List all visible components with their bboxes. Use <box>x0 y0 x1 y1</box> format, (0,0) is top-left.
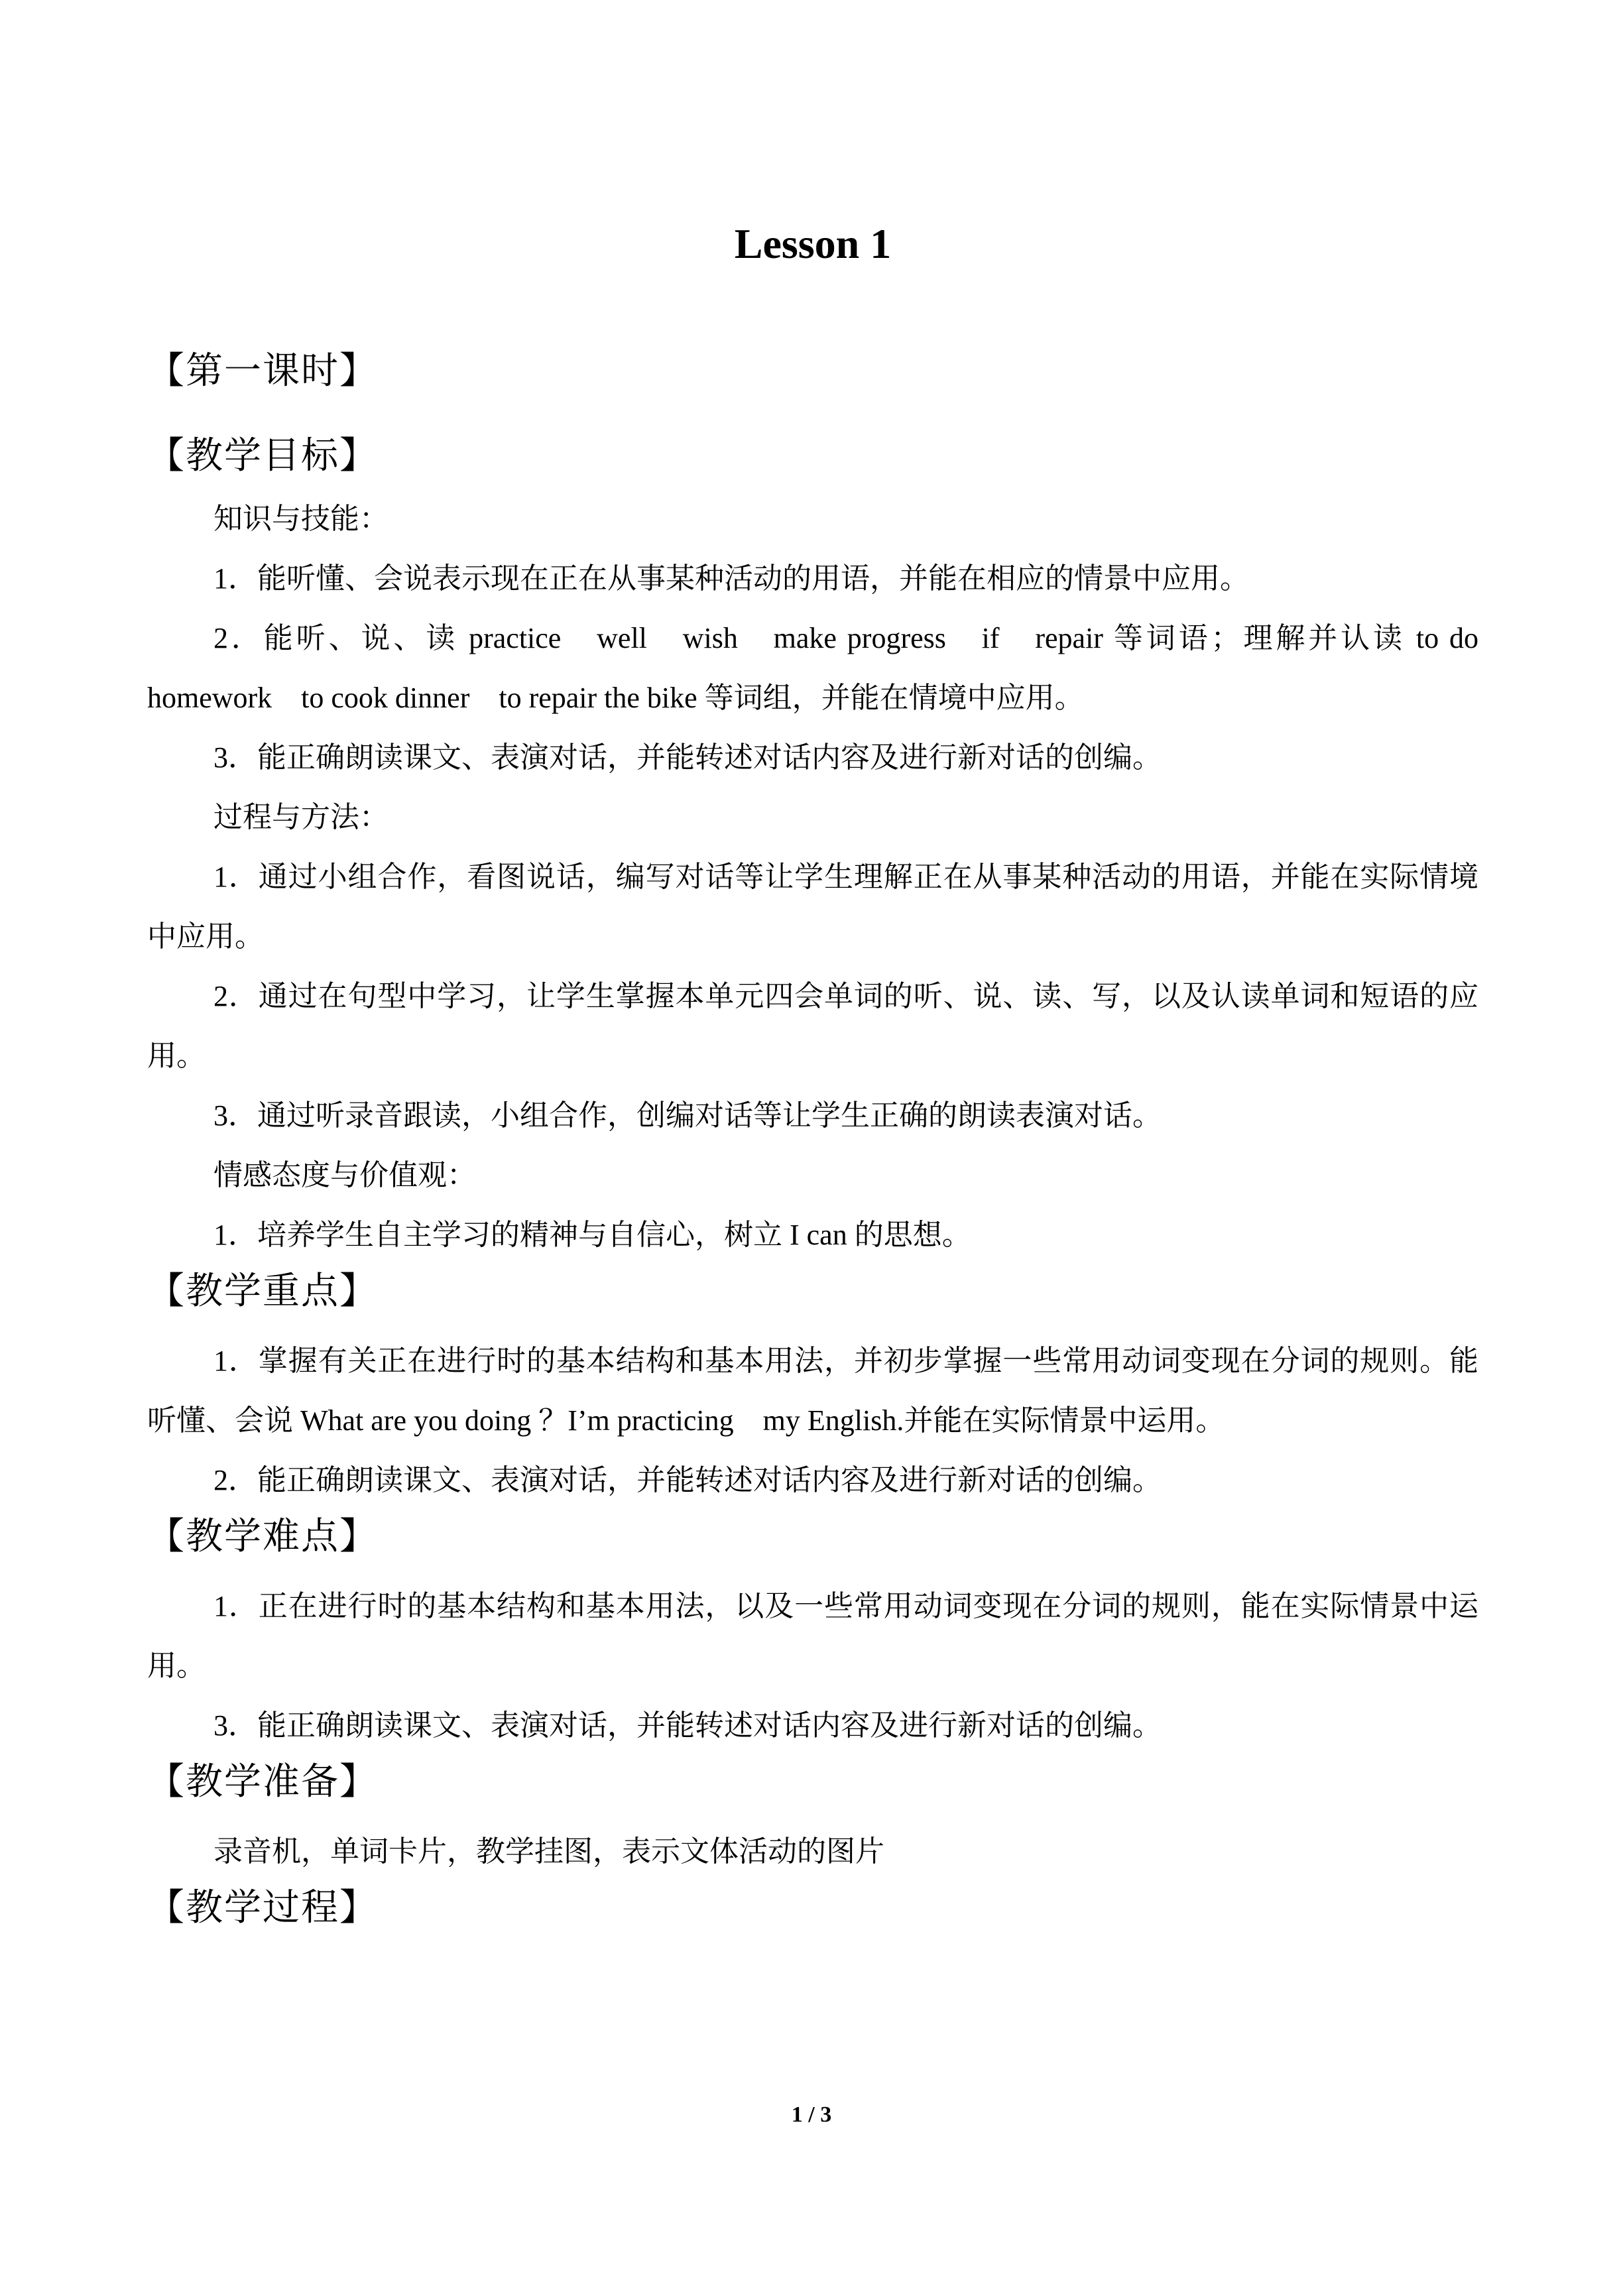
objectives-process-item-3: 3．通过听录音跟读，小组合作，创编对话等让学生正确的朗读表演对话。 <box>213 1099 1162 1132</box>
section-heading-key-points: 【教学重点】 <box>147 1271 378 1312</box>
difficulty-item-1: 1．正在进行时的基本结构和基本用法，以及一些常用动词变现在分词的规则，能在实际情景中运用。 <box>147 1590 1478 1682</box>
key-point-item-1: 1．掌握有关正在进行时的基本结构和基本用法，并初步掌握一些常用动词变现在分词的规则。能听懂、会说 What are you doing ？I’m practicing my English.并能在实际情景中运用。 <box>147 1345 1478 1437</box>
objectives-process-item-1: 1．通过小组合作，看图说话，编写对话等让学生理解正在从事某种活动的用语，并能在实际情境中应用。 <box>147 861 1478 953</box>
key-point-item-2: 2．能正确朗读课文、表演对话，并能转述对话内容及进行新对话的创编。 <box>213 1464 1162 1496</box>
section-heading-first-lesson: 【第一课时】 <box>147 351 378 392</box>
section-heading-preparation: 【教学准备】 <box>147 1762 378 1803</box>
objectives-process-label: 过程与方法： <box>213 801 389 833</box>
section-heading-difficulties: 【教学难点】 <box>147 1516 378 1557</box>
objectives-emotion-item-1: 1．培养学生自主学习的精神与自信心，树立 I can 的思想。 <box>213 1219 971 1251</box>
section-heading-process: 【教学过程】 <box>147 1888 378 1929</box>
preparation-items: 录音机，单词卡片，教学挂图，表示文体活动的图片 <box>213 1835 884 1868</box>
page-title: Lesson 1 <box>734 220 892 267</box>
objectives-process-item-2: 2．通过在句型中学习，让学生掌握本单元四会单词的听、说、读、写，以及认读单词和短语的应用。 <box>147 980 1478 1072</box>
section-heading-objectives: 【教学目标】 <box>147 436 378 477</box>
difficulty-item-3: 3．能正确朗读课文、表演对话，并能转述对话内容及进行新对话的创编。 <box>213 1709 1162 1742</box>
objectives-knowledge-item-3: 3．能正确朗读课文、表演对话，并能转述对话内容及进行新对话的创编。 <box>213 741 1162 774</box>
objectives-knowledge-item-1: 1．能听懂、会说表示现在正在从事某种活动的用语，并能在相应的情景中应用。 <box>213 562 1249 595</box>
objectives-emotion-label: 情感态度与价值观： <box>213 1159 476 1191</box>
page-number: 1 / 3 <box>791 2102 832 2127</box>
objectives-knowledge-item-2: 2．能听、说、读 practice well wish make progress if repair 等词语；理解并认读 to do homework to cook dinner to repair the bike 等词组，并能在情境中应用。 <box>147 622 1478 714</box>
objectives-knowledge-label: 知识与技能： <box>213 503 389 535</box>
